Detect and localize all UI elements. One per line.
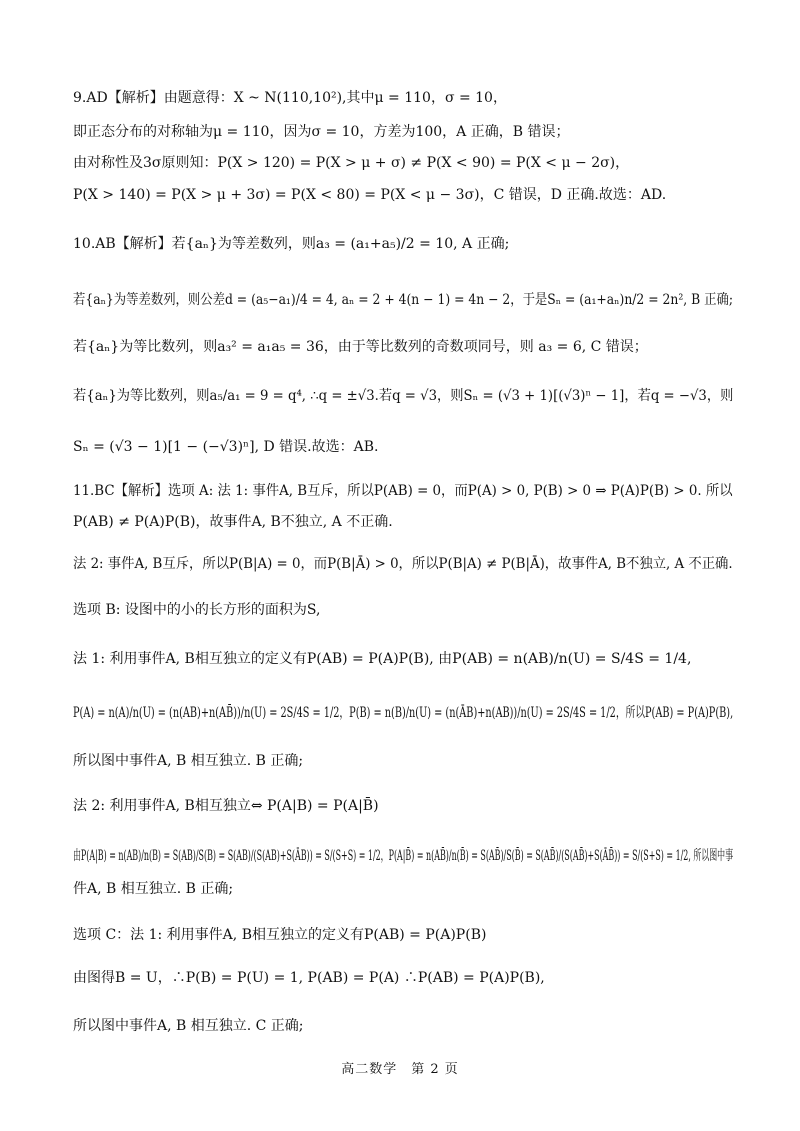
answer-10-line-4: 若{aₙ}为等比数列，则a₅/a₁ = 9 = q⁴, ∴q = ±√3.若q = √3，则Sₙ = (√3 + 1)[(√3)ⁿ − 1]，若q = −√3，则 bbox=[73, 388, 734, 404]
answer-11-line-12: 由图得B = U，∴P(B) = P(U) = 1, P(AB) = P(A) ∴P(AB) = P(A)P(B), bbox=[73, 970, 545, 986]
answer-11-line-4: 选项 B: 设图中的小的长方形的面积为S, bbox=[73, 602, 321, 618]
answer-9-line-1: 9.AD【解析】由题意得：X ~ N(110,10²),其中μ = 110，σ = 10， bbox=[73, 90, 507, 106]
answer-11-line-7: 所以图中事件A, B 相互独立. B 正确; bbox=[73, 753, 304, 769]
answer-9-line-4: P(X > 140) = P(X > μ + 3σ) = P(X < 80) = P(X < μ − 3σ)，C 错误，D 正确.故选：AD. bbox=[73, 187, 667, 203]
answer-11-line-1: 11.BC【解析】选项 A: 法 1: 事件A, B互斥，所以P(AB) = 0，而P(A) > 0, P(B) > 0 ⇒ P(A)P(B) > 0. 所以 bbox=[73, 483, 733, 499]
answer-11-line-6: P(A) = n(A)/n(U) = (n(AB)+n(AB̄))/n(U) = 2S/4S = 1/2，P(B) = n(B)/n(U) = (n(ĀB)+n(AB))/n(U) = 2S/4S = 1/2，所以P(AB) = P(A)P(B), bbox=[73, 705, 734, 721]
answer-9-line-3: 由对称性及3σ原则知：P(X > 120) = P(X > μ + σ) ≠ P(X < 90) = P(X < μ − 2σ)， bbox=[73, 155, 630, 171]
answer-10-line-2: 若{aₙ}为等差数列，则公差d = (a₅−a₁)/4 = 4, aₙ = 2 + 4(n − 1) = 4n − 2，于是Sₙ = (a₁+aₙ)n/2 = 2n², B 正确; bbox=[73, 292, 734, 308]
page-footer: 高二数学 第 2 页 bbox=[341, 1062, 459, 1077]
answer-11-line-2: P(AB) ≠ P(A)P(B)，故事件A, B不独立, A 不正确. bbox=[73, 514, 393, 530]
answer-10-line-5: Sₙ = (√3 − 1)[1 − (−√3)ⁿ], D 错误.故选：AB. bbox=[73, 439, 379, 455]
answer-11-line-10: 件A, B 相互独立. B 正确; bbox=[73, 881, 234, 897]
answer-10-line-1: 10.AB【解析】若{aₙ}为等差数列，则a₃ = (a₁+a₅)/2 = 10, A 正确; bbox=[73, 236, 510, 252]
answer-11-line-3: 法 2: 事件A, B互斥，所以P(B|A) = 0，而P(B|Ā) > 0，所以P(B|A) ≠ P(B|Ā)，故事件A, B不独立, A 不正确. bbox=[73, 556, 733, 572]
answer-11-line-11: 选项 C：法 1: 利用事件A, B相互独立的定义有P(AB) = P(A)P(B) bbox=[73, 927, 487, 943]
answer-9-line-2: 即正态分布的对称轴为μ = 110，因为σ = 10，方差为100，A 正确，B 错误； bbox=[73, 124, 570, 140]
answer-11-line-13: 所以图中事件A, B 相互独立. C 正确; bbox=[73, 1018, 304, 1034]
answer-11-line-8: 法 2: 利用事件A, B相互独立⇔ P(A|B) = P(A|B̄) bbox=[73, 798, 379, 814]
answer-11-line-5: 法 1: 利用事件A, B相互独立的定义有P(AB) = P(A)P(B), 由P(AB) = n(AB)/n(U) = S/4S = 1/4, bbox=[73, 651, 692, 667]
answer-10-line-3: 若{aₙ}为等比数列，则a₃² = a₁a₅ = 36，由于等比数列的奇数项同号，则 a₃ = 6, C 错误； bbox=[73, 339, 648, 355]
answer-11-line-9: 由P(A|B) = n(AB)/n(B) = S(AB)/S(B) = S(AB)/(S(AB)+S(ĀB)) = S/(S+S) = 1/2，P(A|B̄) = n(AB̄)/n(B̄) = S(AB̄)/S(B̄) = S(AB̄)/(S(AB̄)+S(ĀB̄)) = S/(S+S) = 1/2, 所以图中事 bbox=[73, 848, 734, 864]
